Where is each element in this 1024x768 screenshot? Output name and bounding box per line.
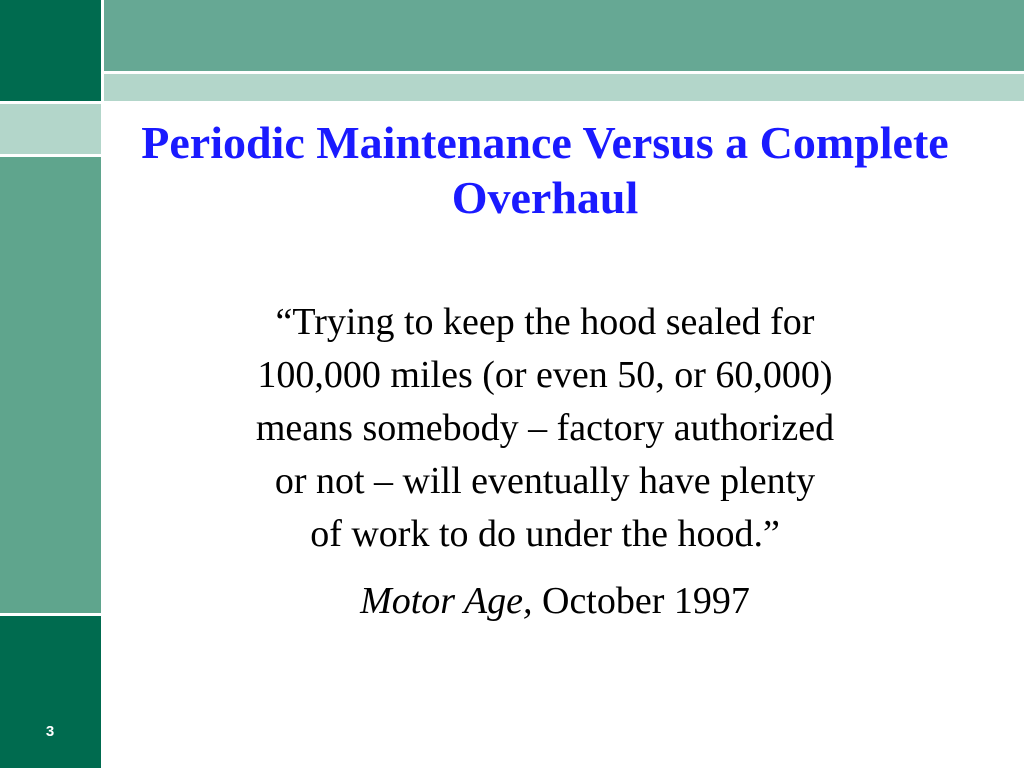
source-publication: Motor Age, (360, 580, 533, 622)
quote-line: “Trying to keep the hood sealed for (275, 301, 815, 343)
top-banner (104, 0, 1024, 71)
left-top-block (0, 0, 101, 101)
quote-line: means somebody – factory authorized (255, 407, 835, 449)
left-mid-block (0, 157, 101, 613)
quote-line: 100,000 miles (or even 50, or 60,000) (257, 354, 833, 396)
left-light-block (0, 104, 101, 154)
left-bottom-block (0, 616, 101, 768)
source-date: October 1997 (542, 580, 750, 622)
quote-line: of work to do under the hood.” (310, 513, 780, 555)
quote-line: or not – will eventually have plenty (274, 460, 816, 502)
slide-title: Periodic Maintenance Versus a Complete Overhaul (141, 117, 949, 223)
top-light-band (104, 74, 1024, 101)
slide-number: 3 (45, 723, 55, 740)
quote-source (150, 576, 960, 626)
quote-text (150, 296, 940, 561)
